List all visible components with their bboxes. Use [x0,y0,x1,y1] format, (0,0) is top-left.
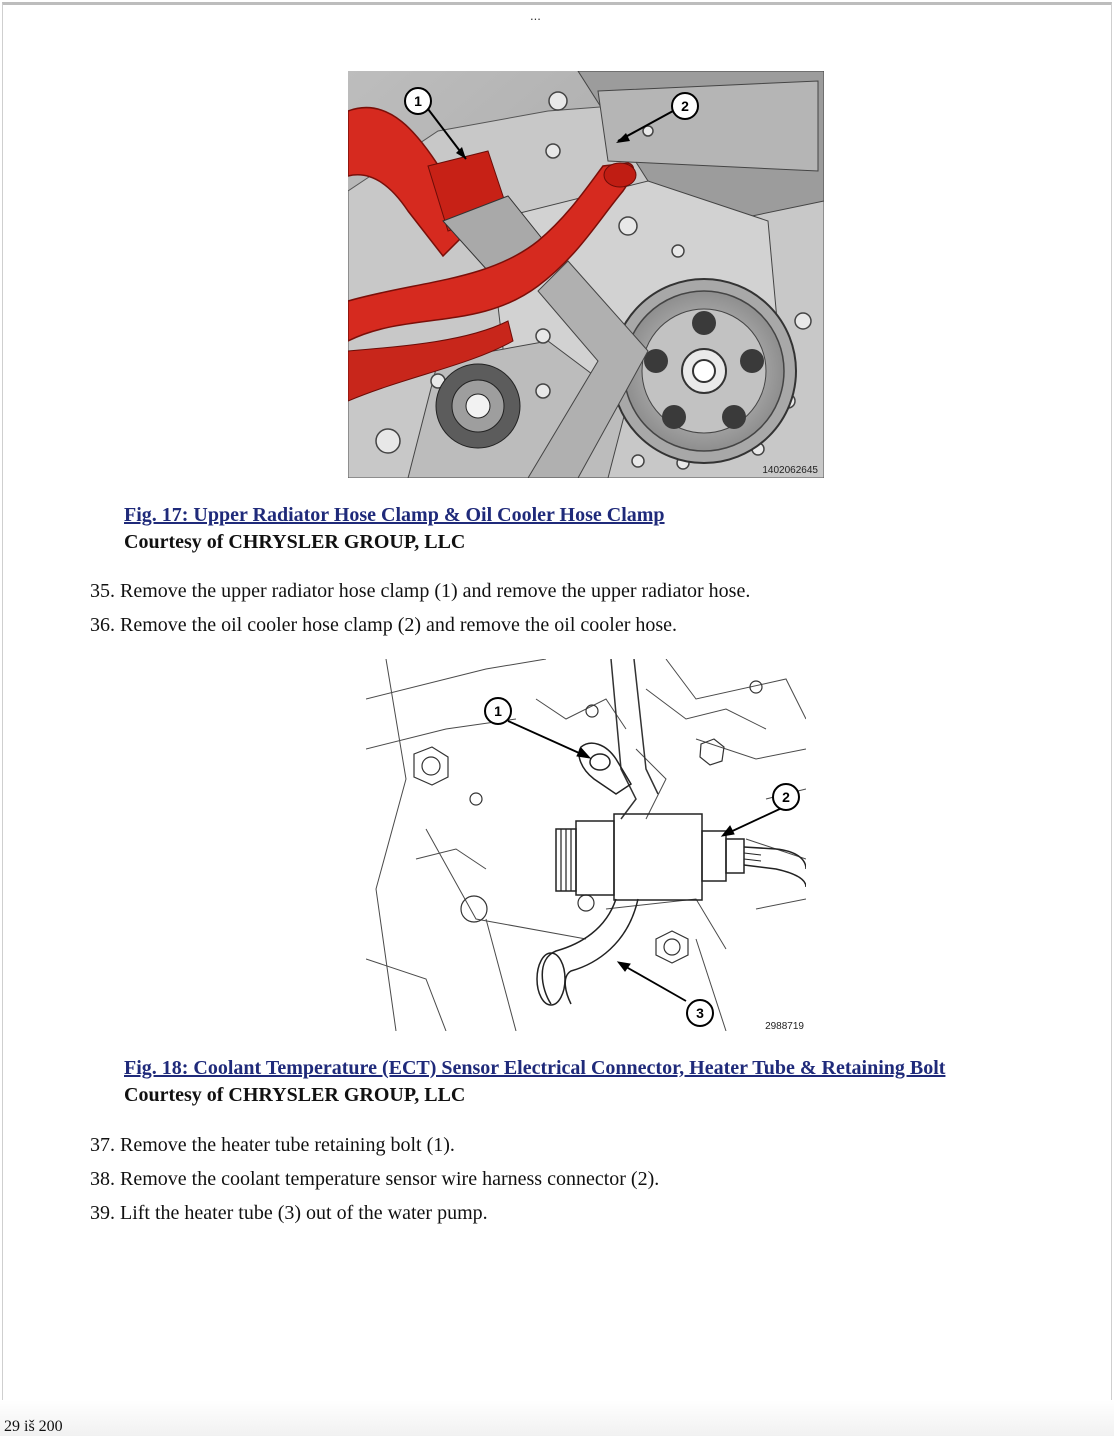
steps-list-2 [90,1128,659,1230]
more-options-icon[interactable]: ... [530,8,541,23]
figure-17-link[interactable]: Fig. 17: Upper Radiator Hose Clamp & Oil Cooler Hose Clamp [124,504,665,526]
figure-18-image [366,659,806,1031]
fig18-image-code: 2988719 [765,1021,804,1031]
fig17-callout-2: 2 [681,98,689,114]
fig18-callout-2: 2 [782,789,790,805]
page-bottom-edge [0,1400,1114,1436]
figure-18-caption [124,1055,945,1109]
fig18-callout-3: 3 [696,1005,704,1021]
figure-18-courtesy: Courtesy of CHRYSLER GROUP, LLC [124,1084,466,1106]
figure-18-link[interactable]: Fig. 18: Coolant Temperature (ECT) Sensor Electrical Connector, Heater Tube & Retaining Bolt [124,1057,946,1079]
fig17-callout-1: 1 [414,93,422,109]
step-36: 36. Remove the oil cooler hose clamp (2) and remove the oil cooler hose. [90,614,678,636]
steps-list-1 [90,574,750,642]
step-35: 35. Remove the upper radiator hose clamp (1) and remove the upper radiator hose. [90,580,751,602]
fig18-callout-1: 1 [494,703,502,719]
page-counter: 29 iš 200 [4,1418,63,1435]
step-38: 38. Remove the coolant temperature sensor wire harness connector (2). [90,1168,660,1190]
figure-17-caption [124,502,665,556]
step-37: 37. Remove the heater tube retaining bolt (1). [90,1134,455,1156]
figure-17-courtesy: Courtesy of CHRYSLER GROUP, LLC [124,531,466,553]
step-39: 39. Lift the heater tube (3) out of the water pump. [90,1202,488,1224]
figure-17-image [348,71,824,478]
fig17-image-code: 1402062645 [762,465,818,476]
